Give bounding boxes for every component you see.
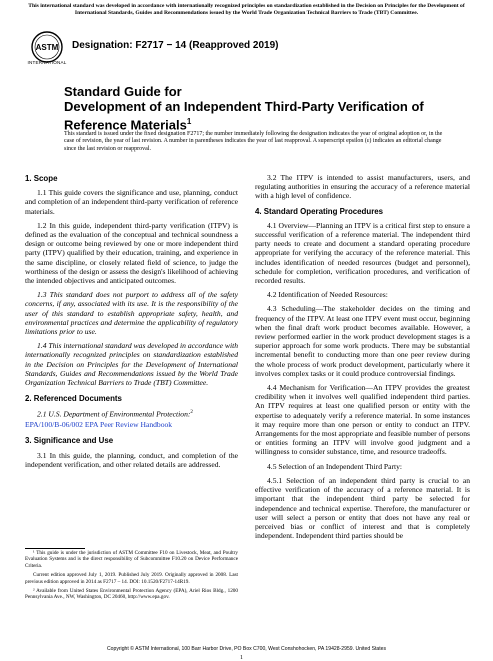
top-notice: This international standard was developed in accordance with internationally recognized principles on standardization established in the Decision on Principles for the Development of International Standards, Guides and Recommendations issued by the World Trade Organization Technical Barriers to Trade (TBT) Committee. [28, 3, 465, 16]
left-column [25, 174, 238, 474]
para-4-5: 4.5 Selection of an Independent Third Party: [267, 461, 403, 471]
para-2-1 [25, 408, 238, 419]
referenced-documents-heading: 2. Referenced Documents [25, 394, 122, 404]
title-line-1: Standard Guide for [64, 84, 182, 99]
designation: Designation: F2717 − 14 (Reapproved 2019) [72, 40, 279, 51]
epa-handbook-link[interactable]: EPA/100/B-06/002 EPA Peer Review Handbook [25, 420, 173, 430]
para-1-4: 1.4 This international standard was developed in accordance with internationally recognized principles on standardization established in the Decision on Principles for the Development of International Standards, Guides and Recommendations issued by the World Trade Organization Technical Barriers to Trade (TBT) Committee. [25, 341, 238, 388]
footnote-rule [25, 548, 85, 549]
logo-text: ASTM [35, 43, 59, 52]
footnote-1-edition: Current edition approved July 1, 2019. Published July 2019. Originally approved in 2008. Last previous edition approved in 2014 as F2717 – 14. DOI: 10.1520/F2717-14R19. [25, 572, 238, 585]
right-column [255, 173, 470, 545]
footnotes [25, 550, 238, 604]
para-3-2: 3.2 The ITPV is intended to assist manufacturers, users, and regulating authorities in ensuring the accuracy of a reference material with a high level of confidence. [255, 173, 470, 201]
footnote-2: ² Available from United States Environmental Protection Agency (EPA), Ariel Rios Bldg., 1200 Pennsylvania Ave., NW, Washington, DC 20460, http://www.epa.gov. [25, 588, 238, 601]
para-4-5-1: 4.5.1 Selection of an independent third party is crucial to an effective verification of the accuracy of a reference material. It is important that the independent third party be selected for independence and technical expertise. Therefore, the manufacturer or user will select a person or entity that does not have any real or perceived bias or conflict of interest and that is completely independent. Independent third parties should be [255, 475, 470, 541]
para-4-2: 4.2 Identification of Needed Resources: [267, 290, 388, 300]
para-4-1: 4.1 Overview—Planning an ITPV is a critical first step to ensure a successful verification of a reference material. The independent third party needs to create and document a standard operating procedure appropriate for verifying the accuracy of the reference material. This includes identification of needed resources (budget and personnel), schedule for completion, verification procedures, and verification of recorded results. [255, 220, 470, 286]
para-4-4: 4.4 Mechanism for Verification—An ITPV provides the greatest credibility when it involves well qualified independent third parties. An ITPV requires at least one qualified person or entity with the expertise to adequately verify a reference material. In some instances it may require more than one person or entity to conduct an ITPV. Arrangements for the most appropriate and feasible number of persons or entities forming an ITPV will involve good judgment and a willingness to consider substance, time, and resource tradeoffs. [255, 383, 470, 457]
issuance-note: This standard is issued under the fixed designation F2717; the number immediately following the designation indicates the year of original adoption or, in the case of revision, the year of last revision. A number in parentheses indicates the year of last reapproval. A superscript epsilon (ε) indicates an editorial change since the last revision or reapproval. [64, 131, 443, 152]
logo-label: INTERNATIONAL [27, 60, 67, 65]
page-number: 1 [240, 655, 243, 661]
title-footnote-mark: 1 [186, 117, 192, 126]
para-1-2: 1.2 In this guide, independent third-party verification (ITPV) is defined as the evaluation of the conceptual and technical soundness a design or outcome being reviewed by one or more independent third party (ITPV) qualified by their education, training, and experience in the same discipline, or closely related field of science, to judge the worthiness of the design or assess the design's likelihood of achieving the intended objectives and anticipated outcomes. [25, 220, 238, 286]
scope-heading: 1. Scope [25, 174, 58, 183]
title-line-2: Development of an Independent Third-Party Verification of Reference Materials [64, 99, 424, 133]
footnote-mark-2: 2 [190, 410, 193, 416]
para-3-1: 3.1 In this guide, the planning, conduct, and completion of the independent verification, and other related details are addressed. [25, 450, 238, 469]
sop-heading: 4. Standard Operating Procedures [255, 206, 384, 216]
copyright: Copyright © ASTM International, 100 Barr Harbor Drive, PO Box C700, West Conshohocken, PA 19428-2959. United States [106, 646, 387, 652]
para-4-3: 4.3 Scheduling—The stakeholder decides on the timing and frequency of the ITPV. At least one ITPV event must occur, beginning when the final draft work product becomes available. However, a review performed earlier in the work product development stages is a superior approach for some work products. There may be substantial incremental benefit to conducting more than one peer review during the whole process of work product development, particularly where it involves complex tasks or it could produce controversial findings. [255, 304, 470, 378]
significance-heading: 3. Significance and Use [25, 436, 114, 446]
para-1-3: 1.3 This standard does not purport to address all of the safety concerns, if any, associated with its use. It is the responsibility of the user of this standard to establish appropriate safety, health, and environmental practices and determine the applicability of regulatory limitations prior to use. [25, 290, 238, 337]
para-1-1: 1.1 This guide covers the significance and use, planning, conduct and completion of an independent third-party verification of reference materials. [25, 188, 238, 216]
epa-reference [25, 420, 238, 429]
document-title [64, 84, 444, 132]
para-2-1-text: 2.1 U.S. Department of Environmental Protection: [37, 410, 191, 419]
footnote-1: ¹ This guide is under the jurisdiction of ASTM Committee F10 on Livestock, Meat, and Poultry Evaluation Systems and is the direct responsibility of Subcommittee F10.20 on Device Performance Criteria. [25, 550, 238, 569]
